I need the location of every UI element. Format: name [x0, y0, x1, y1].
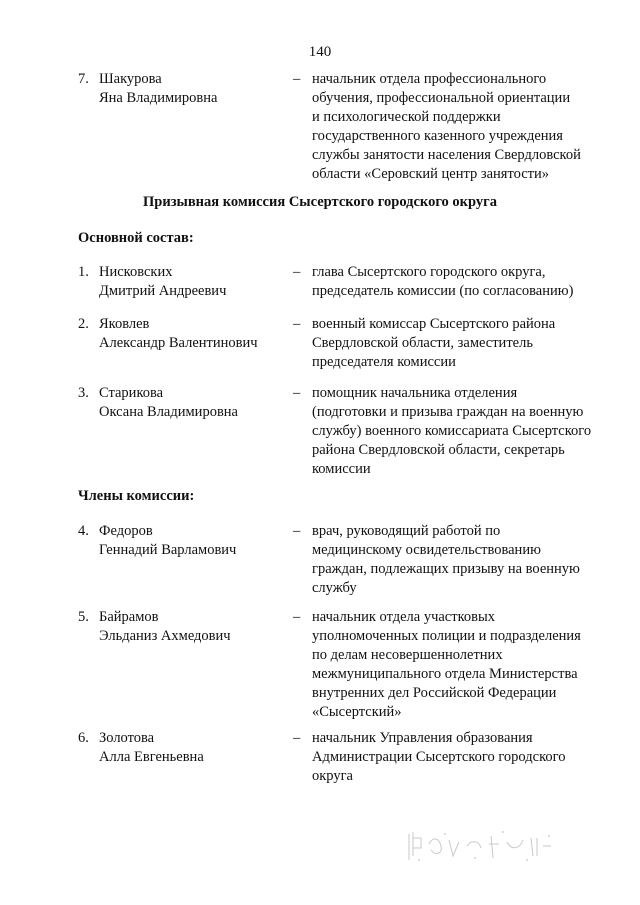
description-line: службу) военного комиссариата Сысертского [312, 423, 592, 439]
given-name: Оксана Владимировна [99, 404, 238, 420]
surname: Яковлев [99, 316, 150, 332]
description-line: Администрации Сысертского городского [312, 749, 566, 765]
given-name: Алла Евгеньевна [99, 749, 204, 765]
dash: – [293, 523, 301, 539]
description-line: «Сысертский» [312, 704, 402, 720]
page-number: 140 [308, 44, 332, 60]
description-line: уполномоченных полиции и подразделения [312, 628, 581, 644]
description-line: председателя комиссии [312, 354, 456, 370]
description-line: начальник отдела участковых [312, 609, 495, 625]
description-line: врач, руководящий работой по [312, 523, 501, 539]
commission-title: Призывная комиссия Сысертского городского округа [143, 194, 497, 210]
description-line: межмуниципального отдела Министерства [312, 666, 578, 682]
dash: – [293, 316, 301, 332]
dash: – [293, 609, 301, 625]
dash: – [293, 71, 301, 87]
entry-name [99, 729, 299, 767]
surname: Шакурова [99, 71, 162, 87]
entry-description [312, 608, 618, 722]
entry-description [312, 384, 618, 479]
description-line: начальник отдела профессионального [312, 71, 547, 87]
description-line: и психологической поддержки [312, 109, 501, 125]
entry-description [312, 729, 618, 786]
description-line: военный комиссар Сысертского района [312, 316, 556, 332]
surname: Байрамов [99, 609, 159, 625]
members-section-title: Члены комиссии: [78, 488, 195, 504]
given-name: Яна Владимировна [99, 90, 218, 106]
description-line: граждан, подлежащих призыву на военную [312, 561, 580, 577]
description-line: района Свердловской области, секретарь [312, 442, 565, 458]
entry-number: 4. [78, 523, 89, 539]
description-line: внутренних дел Российской Федерации [312, 685, 557, 701]
entry-name [99, 522, 299, 560]
entry-name [99, 70, 299, 108]
description-line: по делам несовершеннолетних [312, 647, 503, 663]
description-line: медицинскому освидетельствованию [312, 542, 541, 558]
entry-number: 7. [78, 71, 89, 87]
given-name: Эльданиз Ахмедович [99, 628, 231, 644]
description-line: начальник Управления образования [312, 730, 533, 746]
faint-stamp-icon [405, 826, 555, 866]
given-name: Дмитрий Андреевич [99, 283, 227, 299]
description-line: государственного казенного учреждения [312, 128, 563, 144]
description-line: Свердловской области, заместитель [312, 335, 533, 351]
dash: – [293, 385, 301, 401]
entry-number: 3. [78, 385, 89, 401]
entry-name [99, 315, 299, 353]
entry-name [99, 608, 299, 646]
description-line: председатель комиссии (по согласованию) [312, 283, 574, 299]
description-line: комиссии [312, 461, 371, 477]
entry-description [312, 522, 618, 598]
surname: Нисковских [99, 264, 173, 280]
entry-number: 2. [78, 316, 89, 332]
entry-description [312, 263, 618, 301]
entry-number: 6. [78, 730, 89, 746]
entry-name [99, 263, 299, 301]
description-line: обучения, профессиональной ориентации [312, 90, 571, 106]
description-line: округа [312, 768, 353, 784]
entry-description [312, 70, 618, 184]
dash: – [293, 264, 301, 280]
surname: Золотова [99, 730, 155, 746]
description-line: службы занятости населения Свердловской [312, 147, 581, 163]
entry-number: 1. [78, 264, 89, 280]
description-line: (подготовки и призыва граждан на военную [312, 404, 584, 420]
given-name: Геннадий Варламович [99, 542, 237, 558]
entry-name [99, 384, 299, 422]
entry-description [312, 315, 618, 372]
entry-number: 5. [78, 609, 89, 625]
description-line: глава Сысертского городского округа, [312, 264, 546, 280]
main-section-title: Основной состав: [78, 230, 194, 246]
description-line: помощник начальника отделения [312, 385, 518, 401]
dash: – [293, 730, 301, 746]
given-name: Александр Валентинович [99, 335, 258, 351]
description-line: службу [312, 580, 357, 596]
surname: Старикова [99, 385, 164, 401]
description-line: области «Серовский центр занятости» [312, 166, 549, 182]
surname: Федоров [99, 523, 153, 539]
